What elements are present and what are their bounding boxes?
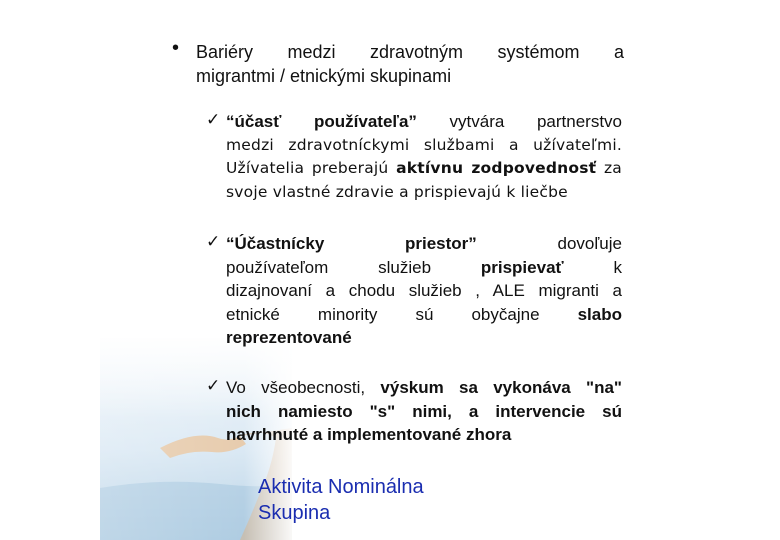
footer-line-1: Aktivita Nominálna	[258, 476, 424, 498]
point3-line2: nich namiesto "s" nimi, a intervencie sú	[226, 401, 622, 421]
point1-rest: vytvára partnerstvo	[416, 112, 622, 131]
point1-line3b: aktívnu zodpovednosť	[396, 159, 597, 177]
point1-line1	[226, 110, 622, 134]
point2-line2c: k	[563, 257, 622, 277]
checkmark-icon: ✓	[206, 110, 221, 130]
slide-title	[196, 40, 624, 88]
checkmark-icon: ✓	[206, 232, 221, 252]
point3-line1a: Vo všeobecnosti,	[226, 378, 381, 397]
footer-line-2: Skupina	[258, 502, 331, 524]
bullet-icon: •	[172, 37, 180, 59]
point2-line2	[226, 256, 622, 280]
activity-caption	[258, 474, 424, 526]
point1-line4: svoje vlastné zdravie a prispievajú k liečbe	[226, 182, 568, 201]
point2-line3: dizajnovaní a chodu služieb , ALE migranti a	[226, 281, 622, 300]
point-research-approach	[226, 376, 622, 447]
point-user-participation	[226, 110, 622, 204]
point2-line2a: používateľom služieb	[226, 257, 481, 277]
point1-line3	[226, 157, 622, 181]
point2-line4	[226, 303, 622, 327]
point3-line1b: výskum sa vykonáva "na"	[380, 378, 622, 397]
point1-line3a: Užívatelia preberajú	[226, 159, 397, 177]
title-line-1: Bariéry medzi zdravotným systémom a	[196, 42, 624, 62]
title-line-2: migrantmi / etnickými skupinami	[196, 66, 452, 86]
point3-line3: navrhnuté a implementované zhora	[226, 425, 512, 444]
point2-lead: “Účastnícky priestor”	[226, 234, 477, 253]
point2-line4a: etnické minority sú obyčajne	[226, 304, 578, 324]
checkmark-icon: ✓	[206, 376, 221, 396]
point1-lead: “účasť používateľa”	[226, 112, 417, 131]
point2-line1	[226, 232, 622, 256]
point2-line5: reprezentované	[226, 328, 352, 347]
point3-line1	[226, 376, 622, 400]
point2-line1b: dovoľuje	[476, 234, 622, 253]
point2-line2b: prispievať	[480, 257, 564, 277]
point1-line3c: za	[596, 159, 622, 177]
point-participation-space	[226, 232, 622, 350]
point1-line2: medzi zdravotníckymi službami a užívateľmi.	[226, 135, 622, 154]
point2-line4b: slabo	[577, 304, 622, 324]
